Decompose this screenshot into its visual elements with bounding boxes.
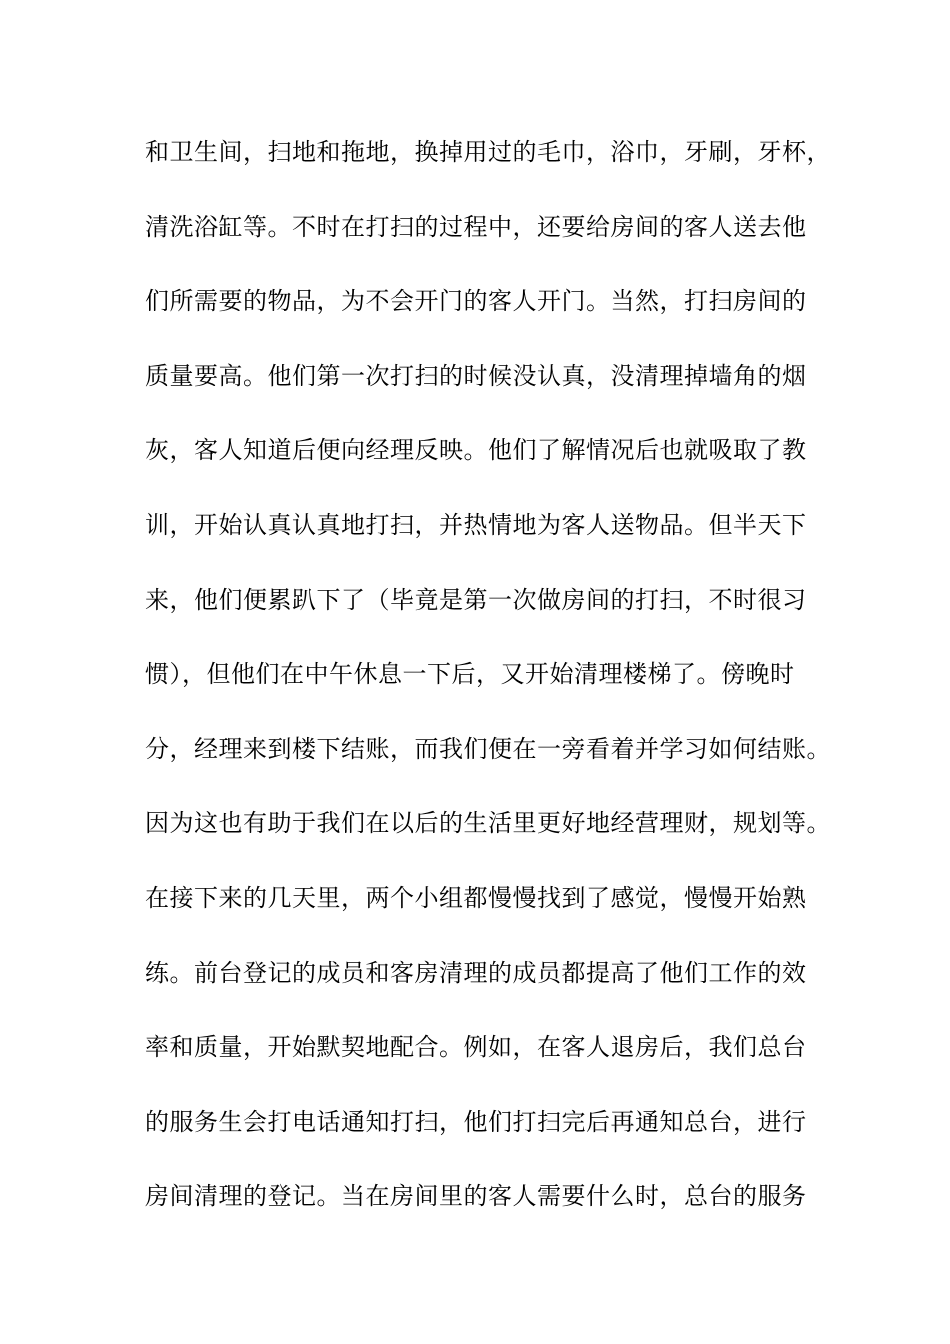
text-line-8: 惯），但他们在中午休息一下后，又开始清理楼梯了。傍晚时 xyxy=(145,660,795,689)
text-line-4: 质量要高。他们第一次打扫的时候没认真，没清理掉墙角的烟 xyxy=(145,361,807,390)
text-line-11: 在接下来的几天里，两个小组都慢慢找到了感觉，慢慢开始熟 xyxy=(145,883,807,912)
body-text xyxy=(145,127,831,1246)
text-line-3: 们所需要的物品，为不会开门的客人开门。当然，打扫房间的 xyxy=(145,287,807,316)
text-line-2: 清洗浴缸等。不时在打扫的过程中，还要给房间的客人送去他 xyxy=(145,212,807,241)
text-line-12: 练。前台登记的成员和客房清理的成员都提高了他们工作的效 xyxy=(145,958,807,987)
text-line-14: 的服务生会打电话通知打扫，他们打扫完后再通知总台，进行 xyxy=(145,1107,807,1136)
text-line-7: 来，他们便累趴下了（毕竟是第一次做房间的打扫，不时很习 xyxy=(145,585,807,614)
text-line-15: 房间清理的登记。当在房间里的客人需要什么时，总台的服务 xyxy=(145,1182,807,1211)
text-line-9: 分，经理来到楼下结账，而我们便在一旁看着并学习如何结账。 xyxy=(145,734,831,763)
text-line-10: 因为这也有助于我们在以后的生活里更好地经营理财，规划等。 xyxy=(145,809,831,838)
text-line-1: 和卫生间，扫地和拖地，换掉用过的毛巾，浴巾，牙刷，牙杯， xyxy=(145,138,831,166)
text-line-6: 训，开始认真认真地打扫，并热情地为客人送物品。但半天下 xyxy=(145,510,807,539)
text-line-13: 率和质量，开始默契地配合。例如，在客人退房后，我们总台 xyxy=(145,1033,807,1062)
text-line-5: 灰，客人知道后便向经理反映。他们了解情况后也就吸取了教 xyxy=(145,436,807,465)
